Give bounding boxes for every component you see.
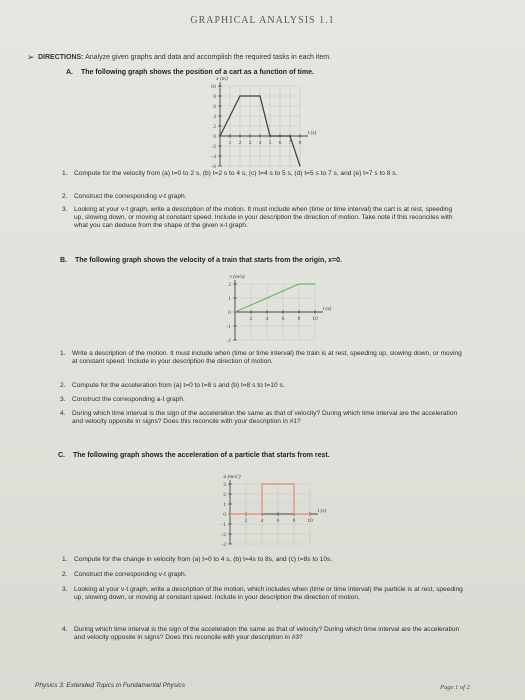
x-tick-label: 8 bbox=[292, 518, 296, 524]
list-item bbox=[60, 396, 465, 405]
item-number: 1. bbox=[60, 350, 66, 357]
chart-b-velocity-time bbox=[195, 268, 335, 346]
y-axis-label: v (m/s) bbox=[229, 274, 245, 280]
item-number: 2. bbox=[62, 571, 68, 578]
list-item bbox=[62, 193, 462, 202]
list-item bbox=[62, 626, 467, 652]
data-point bbox=[261, 513, 262, 514]
x-tick-label: 8 bbox=[298, 140, 302, 146]
x-tick-label: 2 bbox=[238, 140, 242, 146]
x-tick-label: 6 bbox=[276, 518, 280, 524]
y-tick-label: -2 bbox=[221, 532, 226, 538]
y-tick-label: -6 bbox=[211, 164, 216, 170]
list-item bbox=[62, 556, 467, 565]
data-point bbox=[293, 513, 294, 514]
list-item bbox=[62, 206, 462, 246]
chart-c-acceleration-time bbox=[190, 462, 338, 550]
data-point bbox=[314, 283, 315, 284]
data-point bbox=[309, 513, 310, 514]
section-b-letter: B. bbox=[60, 257, 67, 264]
item-text: Write a description of the motion. It must include when (time or time interval) the train is at rest, speeding up, slowing down, or moving at constant speed. Include in your description the direction of motion. bbox=[72, 350, 462, 365]
y-tick-label: 1 bbox=[228, 296, 231, 302]
item-text: During which time interval is the sign of the acceleration the same as that of velocity? During which time interval are the acceleration and velocity opposite in signs? Does this reconcile with your description in #3? bbox=[74, 626, 460, 641]
data-point bbox=[298, 283, 299, 284]
item-number: 1. bbox=[62, 556, 68, 563]
section-c-heading bbox=[58, 452, 330, 459]
x-tick-label: 1 bbox=[228, 140, 232, 146]
item-text: Construct the corresponding a-t graph. bbox=[72, 396, 185, 403]
chart-a-position-time bbox=[180, 72, 330, 172]
section-a-text: The following graph shows the position of a cart as a function of time. bbox=[80, 69, 314, 76]
y-tick-label: -1 bbox=[226, 324, 231, 330]
footer-page-number: Page 1 of 2 bbox=[440, 684, 470, 691]
item-text: Compute for the acceleration from (a) t=0 to t=8 s and (b) t=8 s to t=10 s. bbox=[72, 382, 285, 389]
data-point bbox=[299, 165, 300, 166]
directions bbox=[38, 54, 331, 61]
x-axis-label: t (s) bbox=[322, 306, 332, 312]
data-series-line bbox=[230, 484, 310, 514]
x-tick-label: 2 bbox=[249, 316, 253, 322]
x-tick-label: 4 bbox=[265, 316, 269, 322]
item-text: Compute for the change in velocity from (a) t=0 to 4 s, (b) t=4s to 8s, and (c) t=8s to 10s. bbox=[74, 556, 333, 563]
arrow-bullet-icon: ➢ bbox=[27, 52, 35, 62]
y-tick-label: 1 bbox=[223, 502, 226, 508]
data-point bbox=[239, 95, 240, 96]
y-tick-label: 4 bbox=[213, 114, 216, 120]
y-tick-label: -3 bbox=[221, 542, 226, 548]
y-tick-label: -2 bbox=[226, 338, 231, 344]
item-number: 4. bbox=[62, 626, 68, 633]
data-point bbox=[234, 311, 235, 312]
y-tick-label: 10 bbox=[210, 84, 216, 90]
footer-course-name: Physics 3: Extended Topics in Fundamental Physics bbox=[35, 682, 186, 689]
data-point bbox=[219, 135, 220, 136]
section-c-text: The following graph shows the acceleration of a particle that starts from rest. bbox=[72, 452, 330, 459]
section-a-letter: A. bbox=[66, 69, 73, 76]
x-tick-label: 2 bbox=[244, 518, 248, 524]
data-point bbox=[229, 513, 230, 514]
y-axis-label: a (m/s²) bbox=[223, 474, 241, 480]
section-b-text: The following graph shows the velocity of a train that starts from the origin, x=0. bbox=[74, 257, 342, 264]
data-point bbox=[259, 95, 260, 96]
list-item bbox=[60, 350, 465, 376]
item-text: Construct the corresponding v-t graph. bbox=[74, 193, 187, 200]
item-number: 3. bbox=[62, 206, 68, 213]
x-axis-label: t (s) bbox=[307, 130, 317, 136]
directions-label: DIRECTIONS: bbox=[38, 54, 84, 61]
x-axis-label: t (s) bbox=[317, 508, 327, 514]
x-tick-label: 3 bbox=[248, 140, 252, 146]
data-point bbox=[289, 135, 290, 136]
list-item bbox=[62, 170, 462, 188]
y-tick-label: -1 bbox=[221, 522, 226, 528]
item-number: 2. bbox=[62, 193, 68, 200]
y-tick-label: 3 bbox=[223, 482, 226, 488]
directions-text: Analyze given graphs and data and accomplish the required tasks in each item. bbox=[85, 54, 331, 61]
x-tick-label: 5 bbox=[268, 140, 272, 146]
x-tick-label: 7 bbox=[288, 140, 292, 146]
y-tick-label: -2 bbox=[211, 144, 216, 150]
list-item bbox=[60, 382, 465, 391]
item-number: 3. bbox=[60, 396, 66, 403]
item-number: 2. bbox=[60, 382, 66, 389]
y-tick-label: 2 bbox=[228, 282, 231, 288]
item-text: Looking at your v-t graph, write a description of the motion. It must include when (time or time interval) the cart is at rest, speeding up, slowing down, or moving at constant speed. Include in your description the direction of motion. Take note if this reconciles with what you can deduce from the shape of the given x-t graph. bbox=[74, 206, 453, 229]
x-tick-label: 10 bbox=[307, 518, 313, 524]
x-tick-label: 8 bbox=[297, 316, 301, 322]
list-item bbox=[60, 410, 465, 436]
y-tick-label: 0 bbox=[213, 134, 216, 140]
y-tick-label: 8 bbox=[213, 94, 216, 100]
item-number: 1. bbox=[62, 170, 68, 177]
y-tick-label: 0 bbox=[228, 310, 231, 316]
list-item bbox=[62, 571, 467, 580]
item-text: Looking at your v-t graph, write a description of the motion, which includes when (time or time interval) the particle is at rest, speeding up, slowing down, or moving at constant speed. Include in your description the direction of motion. bbox=[74, 586, 463, 601]
x-tick-label: 4 bbox=[260, 518, 264, 524]
x-tick-label: 6 bbox=[281, 316, 285, 322]
item-text: Construct the corresponding v-t graph. bbox=[74, 571, 187, 578]
x-tick-label: 10 bbox=[312, 316, 318, 322]
y-tick-label: 0 bbox=[223, 512, 226, 518]
data-point bbox=[293, 483, 294, 484]
section-b-heading bbox=[60, 257, 342, 264]
item-text: During which time interval is the sign of the acceleration the same as that of velocity? During which time interval are the acceleration and velocity opposite in signs? Does this reconcile with your description in #1? bbox=[72, 410, 458, 425]
item-number: 4. bbox=[60, 410, 66, 417]
x-tick-label: 4 bbox=[258, 140, 262, 146]
y-tick-label: 2 bbox=[213, 124, 216, 130]
y-tick-label: 6 bbox=[213, 104, 216, 110]
y-axis-label: x (m) bbox=[216, 76, 228, 82]
data-point bbox=[261, 483, 262, 484]
data-point bbox=[269, 135, 270, 136]
item-number: 3. bbox=[62, 586, 68, 593]
list-item bbox=[62, 586, 467, 612]
y-tick-label: 2 bbox=[223, 492, 226, 498]
y-tick-label: -4 bbox=[211, 154, 216, 160]
item-text: Compute for the velocity from (a) t=0 to 2 s, (b) t=2 s to 4 s, (c) t=4 s to 5 s, (d) t=5 s to 7 s, and (e) t=7 s to 8 s. bbox=[74, 170, 398, 177]
page-title: GRAPHICAL ANALYSIS 1.1 bbox=[190, 15, 335, 26]
x-tick-label: 6 bbox=[278, 140, 282, 146]
section-c-letter: C. bbox=[58, 452, 65, 459]
